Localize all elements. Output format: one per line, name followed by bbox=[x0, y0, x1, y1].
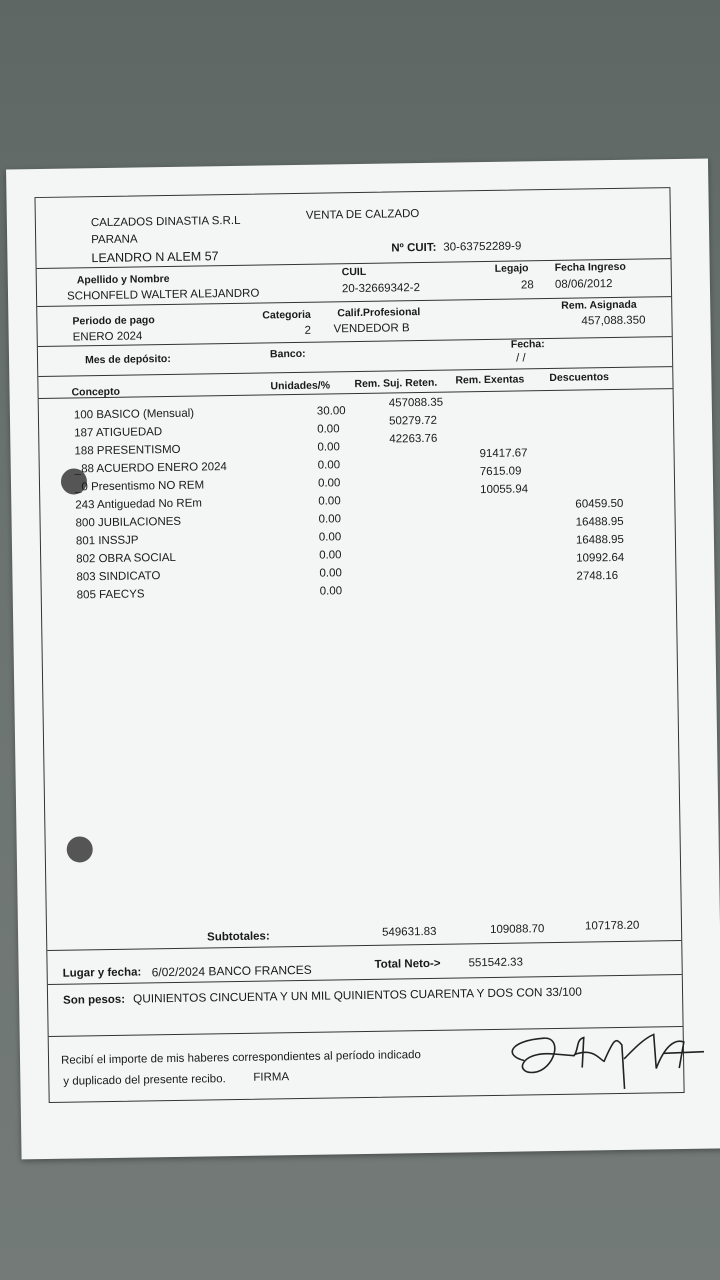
subtotal-exentas: 109088.70 bbox=[489, 923, 545, 937]
cell-unidades: 0.00 bbox=[317, 423, 340, 436]
cell-descuentos: 16488.95 bbox=[575, 516, 624, 529]
subtotal-descuentos: 107178.20 bbox=[584, 919, 640, 933]
cell-unidades: 0.00 bbox=[317, 441, 340, 454]
cell-rem-suj: 457088.35 bbox=[388, 396, 444, 410]
cell-unidades: 0.00 bbox=[318, 513, 342, 526]
cell-unidades: 30.00 bbox=[316, 405, 346, 418]
cell-concepto: 800 JUBILACIONES bbox=[75, 515, 182, 530]
cell-unidades: 0.00 bbox=[318, 495, 341, 508]
cuil-label: CUIL bbox=[341, 265, 367, 279]
period-value: ENERO 2024 bbox=[72, 330, 143, 344]
col-header-rem-suj: Rem. Suj. Reten. bbox=[354, 376, 438, 391]
cell-rem-suj: 50279.72 bbox=[388, 414, 438, 428]
cell-descuentos: 2748.16 bbox=[576, 570, 619, 583]
lugar-label: Lugar y fecha: bbox=[62, 966, 142, 980]
signature-image bbox=[503, 1008, 714, 1101]
calif-label: Calif.Profesional bbox=[337, 306, 421, 320]
cell-exentas: 10055.94 bbox=[480, 483, 529, 497]
cell-concepto: 100 BASICO (Mensual) bbox=[73, 407, 195, 422]
name-label: Apellido y Nombre bbox=[76, 272, 170, 287]
cell-concepto: 803 SINDICATO bbox=[76, 570, 161, 584]
subtotal-label: Subtotales: bbox=[207, 930, 270, 944]
cell-exentas: 7615.09 bbox=[479, 465, 522, 479]
fecha-label: Fecha: bbox=[510, 338, 545, 351]
cuit-label: Nº CUIT: bbox=[391, 241, 437, 255]
category-label: Categoria bbox=[262, 308, 311, 322]
cell-unidades: 0.00 bbox=[317, 477, 341, 490]
cuil-value: 20-32669342-2 bbox=[341, 282, 421, 296]
company-address: LEANDRO N ALEM 57 bbox=[91, 249, 219, 266]
col-header-exentas: Rem. Exentas bbox=[455, 373, 525, 387]
payslip-form bbox=[34, 187, 684, 1103]
rem-asignada-value: 457,088.350 bbox=[581, 314, 646, 328]
ingreso-label: Fecha Ingreso bbox=[554, 260, 626, 274]
cell-unidades: 0.00 bbox=[318, 531, 342, 544]
receipt-text-line1: Recibí el importe de mis haberes correspondientes al período indicado bbox=[60, 1049, 422, 1067]
col-header-descuentos: Descuentos bbox=[549, 371, 610, 385]
receipt-text-line2: y duplicado del presente recibo. bbox=[63, 1073, 226, 1088]
category-value: 2 bbox=[304, 324, 312, 337]
cell-concepto: 188 PRESENTISMO bbox=[74, 443, 181, 458]
legajo-value: 28 bbox=[520, 279, 534, 292]
cell-exentas: 91417.67 bbox=[479, 447, 528, 461]
pesos-label: Son pesos: bbox=[63, 993, 126, 1007]
col-header-concepto: Concepto bbox=[71, 385, 121, 399]
cell-concepto: 802 OBRA SOCIAL bbox=[76, 551, 176, 566]
company-name: CALZADOS DINASTIA S.R.L bbox=[90, 214, 241, 230]
lugar-value: 6/02/2024 BANCO FRANCES bbox=[151, 962, 312, 980]
neto-label: Total Neto-> bbox=[374, 957, 441, 971]
cell-rem-suj: 42263.76 bbox=[389, 432, 438, 446]
cell-concepto: 801 INSSJP bbox=[75, 534, 139, 548]
subtotal-rem: 549631.83 bbox=[381, 925, 437, 939]
mes-deposito-label: Mes de depósito: bbox=[84, 352, 171, 367]
fecha-value: / / bbox=[515, 352, 526, 365]
cell-unidades: 0.00 bbox=[319, 585, 343, 598]
cell-descuentos: 16488.95 bbox=[575, 534, 625, 547]
cell-unidades: 0.00 bbox=[317, 459, 341, 472]
employee-name: SCHONFELD WALTER ALEJANDRO bbox=[66, 287, 260, 303]
company-city: PARANA bbox=[91, 233, 138, 247]
cell-unidades: 0.00 bbox=[319, 567, 342, 580]
cell-concepto: 805 FAECYS bbox=[76, 588, 145, 602]
cell-concepto: 243 Antiguedad No REm bbox=[75, 497, 203, 512]
banco-label: Banco: bbox=[269, 347, 306, 361]
calif-value: VENDEDOR B bbox=[333, 322, 410, 336]
cell-concepto: _88 ACUERDO ENERO 2024 bbox=[74, 461, 227, 476]
legajo-label: Legajo bbox=[494, 262, 529, 275]
cell-unidades: 0.00 bbox=[319, 549, 342, 562]
rem-asignada-label: Rem. Asignada bbox=[561, 298, 637, 312]
cuit-value: 30-63752289-9 bbox=[443, 240, 522, 254]
firma-label: FIRMA bbox=[253, 1071, 290, 1084]
ingreso-value: 08/06/2012 bbox=[554, 278, 613, 291]
pesos-value: QUINIENTOS CINCUENTA Y UN MIL QUINIENTOS CUARENTA Y DOS CON 33/100 bbox=[132, 984, 582, 1006]
period-label: Periodo de pago bbox=[72, 314, 155, 328]
neto-value: 551542.33 bbox=[468, 956, 524, 970]
col-header-unidades: Unidades/% bbox=[270, 379, 331, 393]
cell-descuentos: 60459.50 bbox=[575, 498, 624, 511]
cell-concepto: 187 ATIGUEDAD bbox=[74, 426, 163, 440]
company-activity: VENTA DE CALZADO bbox=[305, 208, 420, 222]
payslip-paper bbox=[6, 158, 720, 1159]
divider bbox=[48, 974, 682, 985]
divider bbox=[47, 940, 681, 951]
cell-concepto: _0 Presentismo NO REM bbox=[74, 479, 205, 494]
cell-descuentos: 10992.64 bbox=[576, 552, 625, 565]
